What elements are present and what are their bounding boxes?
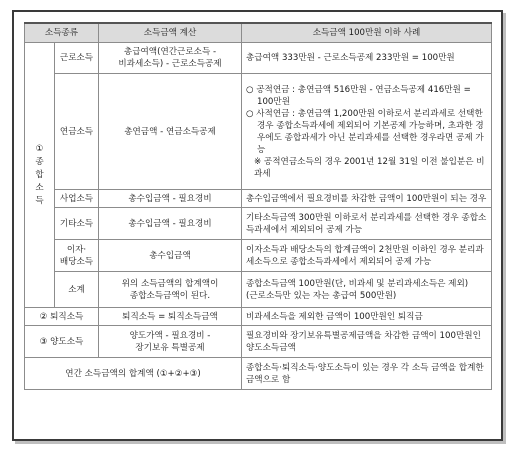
income-calc-cell: 총수입금액 - 필요경비 <box>99 208 242 240</box>
group-label-char: 소 <box>35 182 44 193</box>
example-cell: 비과세소득을 제외한 금액이 100만원인 퇴직금 <box>242 308 492 326</box>
table-row <box>25 272 492 308</box>
table-row <box>25 43 492 74</box>
table-row <box>25 358 492 390</box>
example-cell: 기타소득금액 300만원 이하로서 분리과세를 선택한 경우 종합소득과세에서 제외되어 공제 가능 <box>242 208 492 240</box>
example-cell: 이자소득과 배당소득의 합계금액이 2천만원 이하인 경우 분리과세소득으로 종합소득과세에서 제외되어 공제 가능 <box>242 240 492 272</box>
income-type-cell: 소계 <box>55 272 99 308</box>
header-income-type: 소득종류 <box>25 23 99 43</box>
example-cell: 종합소득·퇴직소득·양도소득이 있는 경우 각 소득 금액을 합계한 금액으로 함 <box>242 358 492 390</box>
income-table <box>24 22 492 390</box>
table-frame <box>12 10 503 441</box>
table-row <box>25 308 492 326</box>
table-row <box>25 240 492 272</box>
group-label-char: 득 <box>35 195 44 206</box>
income-type-cell: 사업소득 <box>55 190 99 208</box>
table-row <box>25 326 492 358</box>
table-row <box>25 190 492 208</box>
income-calc-cell: 양도가액 - 필요경비 - 장기보유 특별공제 <box>99 326 242 358</box>
example-cell: 총수입금액에서 필요경비를 차감한 금액이 100만원이 되는 경우 <box>242 190 492 208</box>
header-example: 소득금액 100만원 이하 사례 <box>242 23 492 43</box>
income-type-cell: 연금소득 <box>55 74 99 190</box>
income-type-cell: 기타소득 <box>55 208 99 240</box>
group-label-char: ① <box>35 143 44 154</box>
income-type-cell: ② 퇴직소득 <box>25 308 99 326</box>
income-calc-cell: 총연금액 - 연금소득공제 <box>99 74 242 190</box>
table-row <box>25 208 492 240</box>
income-calc-cell: 총수입금액 <box>99 240 242 272</box>
total-label-cell: 연간 소득금액의 합계액 (①+②+③) <box>25 358 242 390</box>
group-label-char: 종 <box>35 156 44 167</box>
example-cell: ○ 공적연금 : 총연금액 516만원 - 연금소득공제 416만원 = 100만원 ○ 사적연금 : 총연금액 1,200만원 이하로서 분리과세로 선택한 경우 종합소득과세에 제외되어 기본공제 가능하며, 초과한 경우에도 종합과세가 아닌 분리과세를 선택한 경우라면 공제 가능 ※ 공적연금소득의 경우 2001년 12월 31일 이전 불입분은 비과세 <box>242 74 492 190</box>
income-calc-cell: 위의 소득금액의 합계액이 종합소득금액이 된다. <box>99 272 242 308</box>
group-label-char: 합 <box>35 169 44 180</box>
header-row <box>25 23 492 43</box>
example-cell: 종합소득금액 100만원(단, 비과세 및 분리과세소득은 제외) (근로소득만 있는 자는 총급여 500만원) <box>242 272 492 308</box>
income-calc-cell: 퇴직소득 = 퇴직소득금액 <box>99 308 242 326</box>
income-calc-cell: 총급여액(연간근로소득 - 비과세소득) - 근로소득공제 <box>99 43 242 74</box>
example-cell: 총급여액 333만원 - 근로소득공제 233만원 = 100만원 <box>242 43 492 74</box>
income-type-cell: ③ 양도소득 <box>25 326 99 358</box>
header-income-calc: 소득금액 계산 <box>99 23 242 43</box>
table-row <box>25 74 492 190</box>
income-calc-cell: 총수입금액 - 필요경비 <box>99 190 242 208</box>
example-cell: 필요경비와 장기보유특별공제금액을 차감한 금액이 100만원인 양도소득금액 <box>242 326 492 358</box>
group-comprehensive-income <box>25 43 55 308</box>
income-type-cell: 근로소득 <box>55 43 99 74</box>
income-type-cell: 이자· 배당소득 <box>55 240 99 272</box>
